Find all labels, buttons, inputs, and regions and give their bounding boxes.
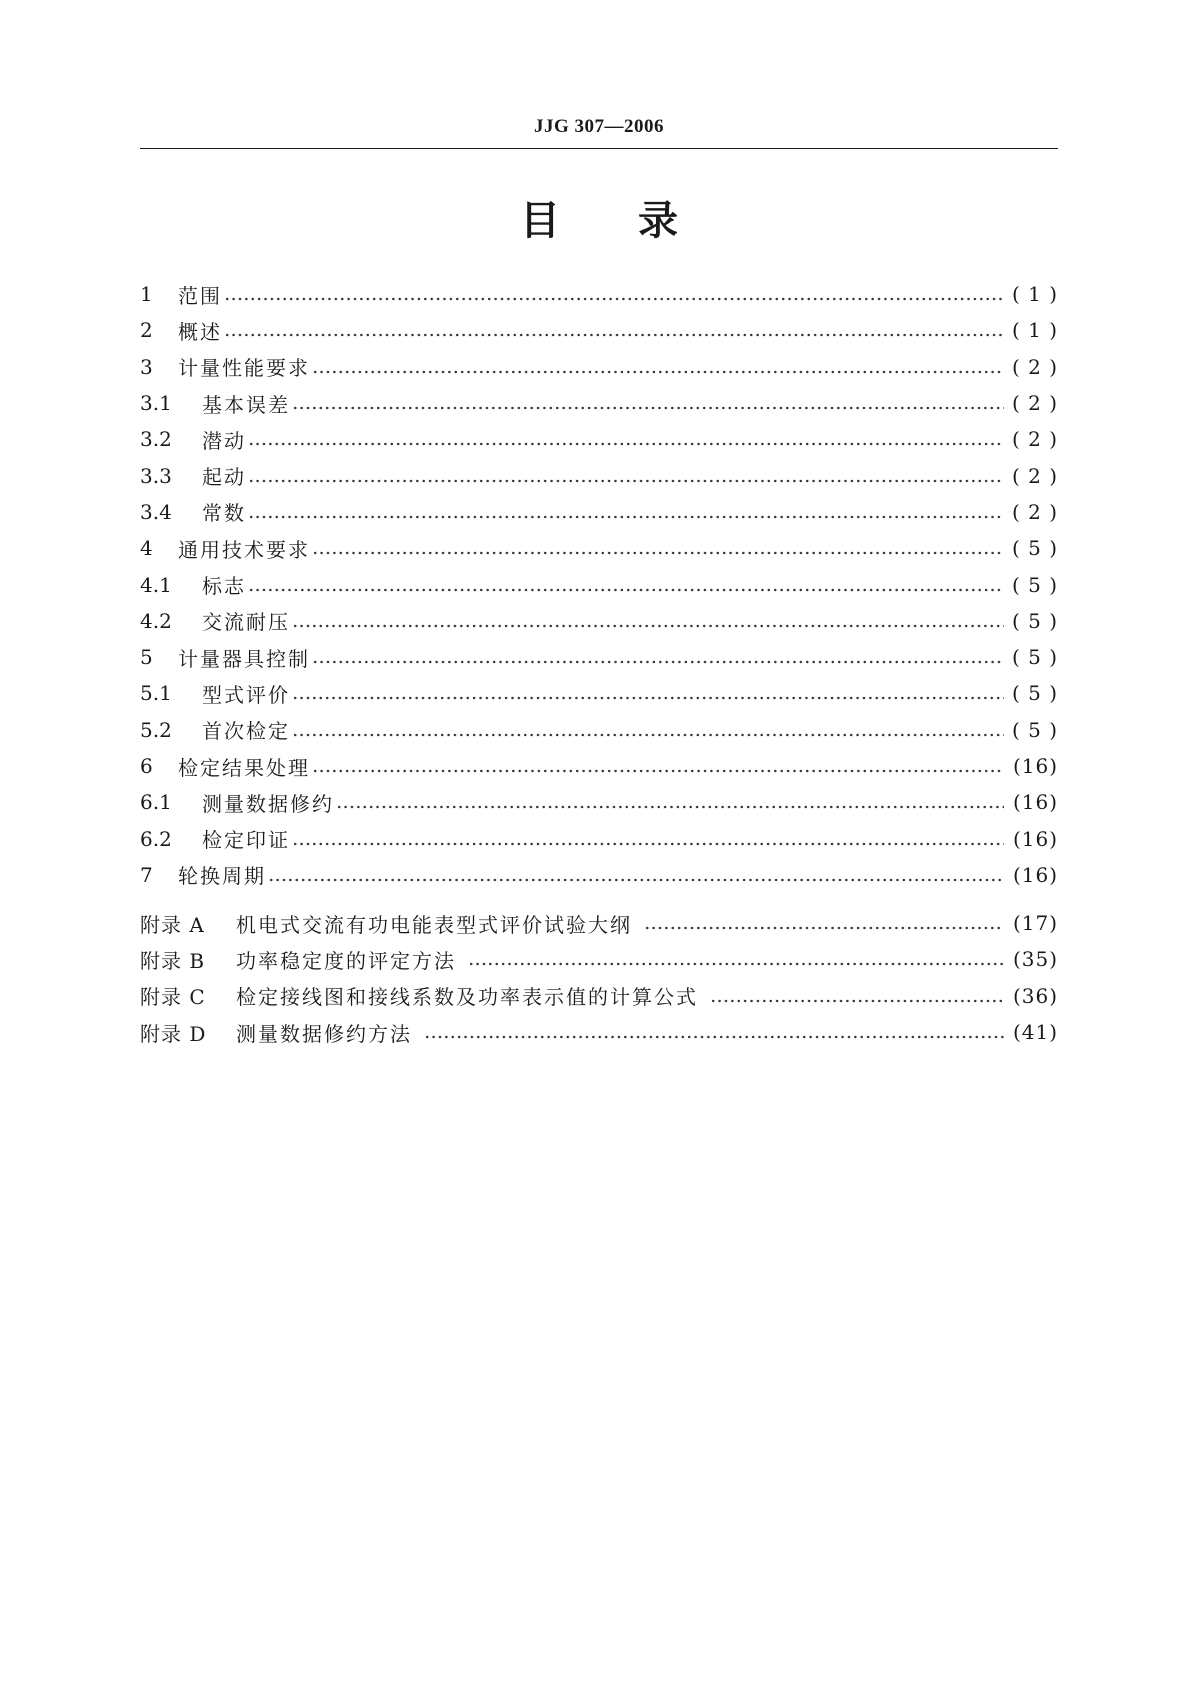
toc-entry[interactable] [140, 639, 1058, 675]
toc-entry-number: 3.2 [140, 427, 172, 452]
dot-leader [224, 333, 1004, 337]
dot-leader [710, 999, 1004, 1003]
toc-entry-number: 5 [140, 645, 153, 670]
dot-leader [312, 769, 1004, 773]
dot-leader [292, 733, 1004, 737]
toc-entry-title: 计量性能要求 [178, 356, 310, 381]
toc-entry-title: 轮换周期 [178, 864, 266, 889]
table-of-contents [140, 276, 1058, 1050]
toc-appendix-entry[interactable] [140, 1014, 1058, 1050]
toc-entry-page: (17) [1012, 911, 1058, 936]
toc-entry-title: 潜动 [202, 428, 246, 453]
toc-entry[interactable] [140, 748, 1058, 784]
dot-leader [336, 805, 1004, 809]
header-rule [140, 148, 1058, 149]
toc-entry[interactable] [140, 603, 1058, 639]
toc-entry-number: 6.2 [140, 826, 172, 851]
dot-leader [292, 696, 1004, 700]
toc-appendix-entry[interactable] [140, 941, 1058, 977]
toc-entry-page: ( 5 ) [1011, 681, 1058, 706]
dot-leader [468, 962, 1004, 966]
toc-entry-number: 5.1 [140, 681, 172, 706]
toc-entry-number: 3 [140, 354, 153, 379]
toc-entry-page: (16) [1012, 790, 1058, 815]
dot-leader [312, 551, 1004, 555]
toc-entry-number: 3.1 [140, 391, 172, 416]
toc-entry[interactable] [140, 312, 1058, 348]
toc-entry-title: 测量数据修约 [202, 791, 334, 816]
toc-appendix-entry[interactable] [140, 978, 1058, 1014]
toc-entry-number: 2 [140, 318, 153, 343]
toc-entry-title: 计量器具控制 [178, 646, 310, 671]
toc-entry[interactable] [140, 712, 1058, 748]
toc-entry-title: 检定结果处理 [178, 755, 310, 780]
dot-leader [224, 297, 1004, 301]
toc-entry[interactable] [140, 421, 1058, 457]
dot-leader [248, 479, 1004, 483]
toc-entry[interactable] [140, 820, 1058, 856]
toc-entry-title: 通用技术要求 [178, 537, 310, 562]
toc-entry-title: 检定接线图和接线系数及功率表示值的计算公式 [236, 985, 698, 1010]
toc-entry[interactable] [140, 784, 1058, 820]
toc-entry-page: ( 5 ) [1011, 608, 1058, 633]
dot-leader [312, 660, 1004, 664]
page-title: 目录 [520, 198, 756, 244]
toc-entry-number: 3.3 [140, 463, 172, 488]
toc-appendix-entry[interactable] [140, 905, 1058, 941]
toc-entry-page: ( 2 ) [1011, 354, 1058, 379]
toc-entry-page: (16) [1012, 826, 1058, 851]
dot-leader [292, 842, 1004, 846]
toc-entry-title: 起动 [202, 465, 246, 490]
toc-entry-page: ( 5 ) [1011, 536, 1058, 561]
toc-entry-page: (35) [1012, 947, 1058, 972]
dot-leader [644, 926, 1004, 930]
toc-entry[interactable] [140, 857, 1058, 893]
toc-entry-title: 交流耐压 [202, 610, 290, 635]
toc-entry-page: (41) [1012, 1020, 1058, 1045]
toc-entry-number: 4.1 [140, 572, 172, 597]
toc-entry-page: ( 2 ) [1011, 391, 1058, 416]
toc-entry-page: ( 2 ) [1011, 427, 1058, 452]
dot-leader [292, 624, 1004, 628]
dot-leader [424, 1035, 1004, 1039]
toc-entry-title: 常数 [202, 501, 246, 526]
toc-entry-page: ( 2 ) [1011, 499, 1058, 524]
toc-entry-title: 范围 [178, 283, 222, 308]
toc-entry-title: 测量数据修约方法 [236, 1021, 412, 1046]
toc-entry[interactable] [140, 566, 1058, 602]
dot-leader [292, 406, 1004, 410]
toc-entry-title: 型式评价 [202, 682, 290, 707]
toc-entry-number: 7 [140, 862, 153, 887]
toc-entry-title: 检定印证 [202, 828, 290, 853]
toc-entry[interactable] [140, 530, 1058, 566]
toc-main-list [140, 276, 1058, 893]
toc-entry-number: 5.2 [140, 717, 172, 742]
toc-entry-title: 首次检定 [202, 719, 290, 744]
toc-entry-number: 3.4 [140, 499, 172, 524]
toc-entry-number: 附录 C [140, 985, 206, 1010]
toc-entry-page: (36) [1012, 983, 1058, 1008]
toc-entry-title: 标志 [202, 574, 246, 599]
toc-entry-number: 附录 D [140, 1021, 207, 1046]
toc-entry-number: 6 [140, 754, 153, 778]
toc-entry-title: 基本误差 [202, 392, 290, 417]
toc-entry[interactable] [140, 457, 1058, 493]
toc-entry-page: (16) [1012, 754, 1058, 778]
toc-entry-page: ( 1 ) [1011, 318, 1058, 343]
toc-entry-page: ( 5 ) [1011, 645, 1058, 670]
toc-entry-number: 6.1 [140, 790, 172, 815]
toc-entry-number: 附录 B [140, 948, 206, 973]
toc-entry-page: ( 5 ) [1011, 717, 1058, 742]
toc-entry-number: 1 [140, 282, 153, 307]
toc-entry-number: 附录 A [140, 912, 205, 937]
toc-entry[interactable] [140, 494, 1058, 530]
toc-entry-page: ( 2 ) [1011, 463, 1058, 488]
dot-leader [248, 442, 1004, 446]
toc-entry-page: (16) [1012, 862, 1058, 887]
toc-entry[interactable] [140, 276, 1058, 312]
toc-entry[interactable] [140, 349, 1058, 385]
toc-entry[interactable] [140, 675, 1058, 711]
toc-appendix-list [140, 905, 1058, 1050]
toc-entry-number: 4 [140, 536, 153, 561]
toc-entry[interactable] [140, 385, 1058, 421]
dot-leader [268, 878, 1004, 882]
toc-entry-title: 机电式交流有功电能表型式评价试验大纲 [236, 912, 632, 937]
toc-entry-page: ( 1 ) [1011, 282, 1058, 307]
toc-entry-number: 4.2 [140, 608, 172, 633]
toc-entry-page: ( 5 ) [1011, 572, 1058, 597]
dot-leader [312, 370, 1004, 374]
toc-entry-title: 概述 [178, 319, 222, 344]
document-code-header: JJG 307—2006 [533, 116, 665, 137]
toc-entry-title: 功率稳定度的评定方法 [236, 948, 456, 973]
dot-leader [248, 588, 1004, 592]
dot-leader [248, 515, 1004, 519]
